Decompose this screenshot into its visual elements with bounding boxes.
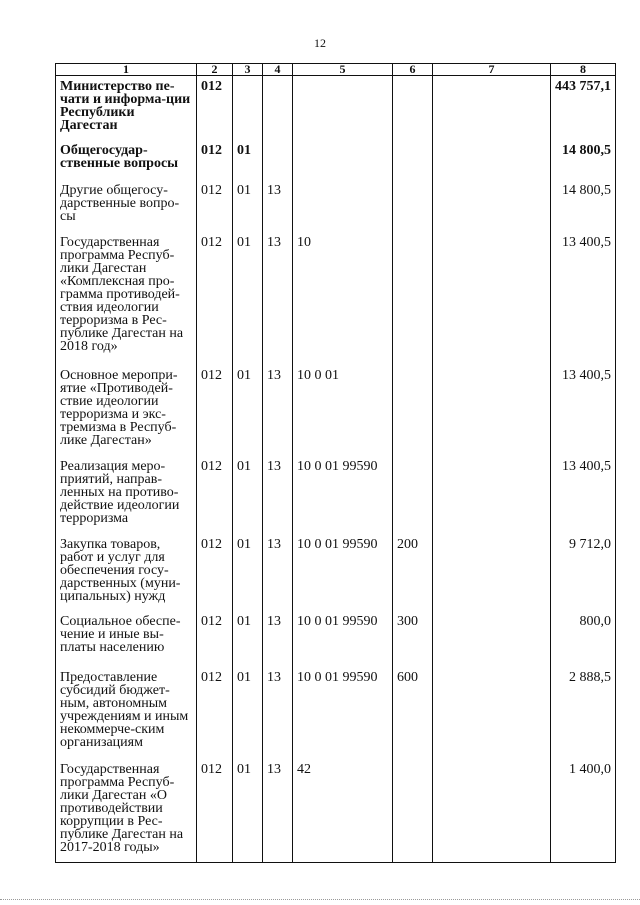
section-code-cell: 01 (233, 232, 263, 365)
row-name-cell: Общегосудар-ственные вопросы (56, 140, 197, 180)
table-row (56, 365, 616, 456)
row-name-cell: Закупка товаров, работ и услуг для обеспечения госу-дарственных (муни-ципальных) нужд (56, 534, 197, 611)
amount-cell: 13 400,5 (551, 456, 616, 534)
target-article-cell: 10 (293, 232, 393, 365)
table-row (56, 759, 616, 863)
page-bottom-rule (0, 899, 640, 900)
subsection-code-cell: 13 (263, 365, 293, 456)
amount-cell: 13 400,5 (551, 232, 616, 365)
ministry-code-cell: 012 (197, 759, 233, 863)
table-row (56, 140, 616, 180)
row-name-cell: Государственная программа Респуб-лики Дагестан «О противодействии коррупции в Рес-публике Дагестан на 2017-2018 годы» (56, 759, 197, 863)
subsection-code-cell: 13 (263, 232, 293, 365)
target-article-cell (293, 140, 393, 180)
page-number: 12 (314, 36, 326, 50)
target-article-cell: 10 0 01 99590 (293, 611, 393, 667)
column-header: 1 (56, 64, 197, 76)
row-name-cell: Предоставление субсидий бюджет-ным, автономным учреждениям и иным некоммерче-ским организациям (56, 667, 197, 759)
section-code-cell: 01 (233, 611, 263, 667)
column-7-cell (433, 759, 551, 863)
subsection-code-cell: 13 (263, 534, 293, 611)
section-code-cell: 01 (233, 759, 263, 863)
target-article-cell: 10 0 01 99590 (293, 534, 393, 611)
column-header: 5 (293, 64, 393, 76)
section-code-cell: 01 (233, 140, 263, 180)
subsection-code-cell: 13 (263, 759, 293, 863)
section-code-cell: 01 (233, 456, 263, 534)
section-code-cell: 01 (233, 180, 263, 232)
ministry-code-cell: 012 (197, 76, 233, 140)
table-row (56, 456, 616, 534)
column-7-cell (433, 456, 551, 534)
ministry-code-cell: 012 (197, 365, 233, 456)
column-header: 8 (551, 64, 616, 76)
column-7-cell (433, 365, 551, 456)
table-row (56, 76, 616, 140)
expense-type-cell (393, 180, 433, 232)
row-name-cell: Основное меропри-ятие «Противодей-ствие идеологии терроризма и экс-тремизма в Респуб-лике Дагестан» (56, 365, 197, 456)
section-code-cell: 01 (233, 667, 263, 759)
ministry-code-cell: 012 (197, 667, 233, 759)
column-7-cell (433, 76, 551, 140)
subsection-code-cell: 13 (263, 667, 293, 759)
section-code-cell: 01 (233, 534, 263, 611)
amount-cell: 9 712,0 (551, 534, 616, 611)
target-article-cell: 10 0 01 (293, 365, 393, 456)
row-name-cell: Государственная программа Респуб-лики Дагестан «Комплексная про-грамма противодей-ствия идеологии терроризма в Рес-публике Дагестан на 2018 год» (56, 232, 197, 365)
column-number-row (56, 64, 616, 76)
expense-type-cell: 200 (393, 534, 433, 611)
section-code-cell (233, 76, 263, 140)
table-row (56, 667, 616, 759)
budget-table (55, 63, 616, 863)
ministry-code-cell: 012 (197, 180, 233, 232)
ministry-code-cell: 012 (197, 611, 233, 667)
ministry-code-cell: 012 (197, 534, 233, 611)
expense-type-cell (393, 456, 433, 534)
amount-cell: 2 888,5 (551, 667, 616, 759)
column-7-cell (433, 667, 551, 759)
column-7-cell (433, 534, 551, 611)
section-code-cell: 01 (233, 365, 263, 456)
table-row (56, 180, 616, 232)
amount-cell: 443 757,1 (551, 76, 616, 140)
expense-type-cell (393, 76, 433, 140)
amount-cell: 13 400,5 (551, 365, 616, 456)
amount-cell: 14 800,5 (551, 180, 616, 232)
subsection-code-cell (263, 76, 293, 140)
expense-type-cell: 600 (393, 667, 433, 759)
expense-type-cell (393, 759, 433, 863)
expense-type-cell (393, 365, 433, 456)
subsection-code-cell: 13 (263, 611, 293, 667)
table-row (56, 534, 616, 611)
column-header: 2 (197, 64, 233, 76)
column-7-cell (433, 140, 551, 180)
row-name-cell: Министерство пе-чати и информа-ции Республики Дагестан (56, 76, 197, 140)
row-name-cell: Социальное обеспе-чение и иные вы-платы населению (56, 611, 197, 667)
table-row (56, 232, 616, 365)
expense-type-cell (393, 232, 433, 365)
subsection-code-cell: 13 (263, 456, 293, 534)
column-7-cell (433, 232, 551, 365)
target-article-cell: 10 0 01 99590 (293, 667, 393, 759)
row-name-cell: Реализация меро-приятий, направ-ленных на противо-действие идеологии терроризма (56, 456, 197, 534)
expense-type-cell: 300 (393, 611, 433, 667)
ministry-code-cell: 012 (197, 232, 233, 365)
table-row (56, 611, 616, 667)
target-article-cell (293, 76, 393, 140)
amount-cell: 1 400,0 (551, 759, 616, 863)
subsection-code-cell (263, 140, 293, 180)
column-7-cell (433, 611, 551, 667)
target-article-cell (293, 180, 393, 232)
column-7-cell (433, 180, 551, 232)
column-header: 6 (393, 64, 433, 76)
expense-type-cell (393, 140, 433, 180)
ministry-code-cell: 012 (197, 140, 233, 180)
column-header: 3 (233, 64, 263, 76)
column-header: 7 (433, 64, 551, 76)
target-article-cell: 42 (293, 759, 393, 863)
ministry-code-cell: 012 (197, 456, 233, 534)
row-name-cell: Другие общегосу-дарственные вопро-сы (56, 180, 197, 232)
column-header: 4 (263, 64, 293, 76)
amount-cell: 800,0 (551, 611, 616, 667)
target-article-cell: 10 0 01 99590 (293, 456, 393, 534)
subsection-code-cell: 13 (263, 180, 293, 232)
amount-cell: 14 800,5 (551, 140, 616, 180)
